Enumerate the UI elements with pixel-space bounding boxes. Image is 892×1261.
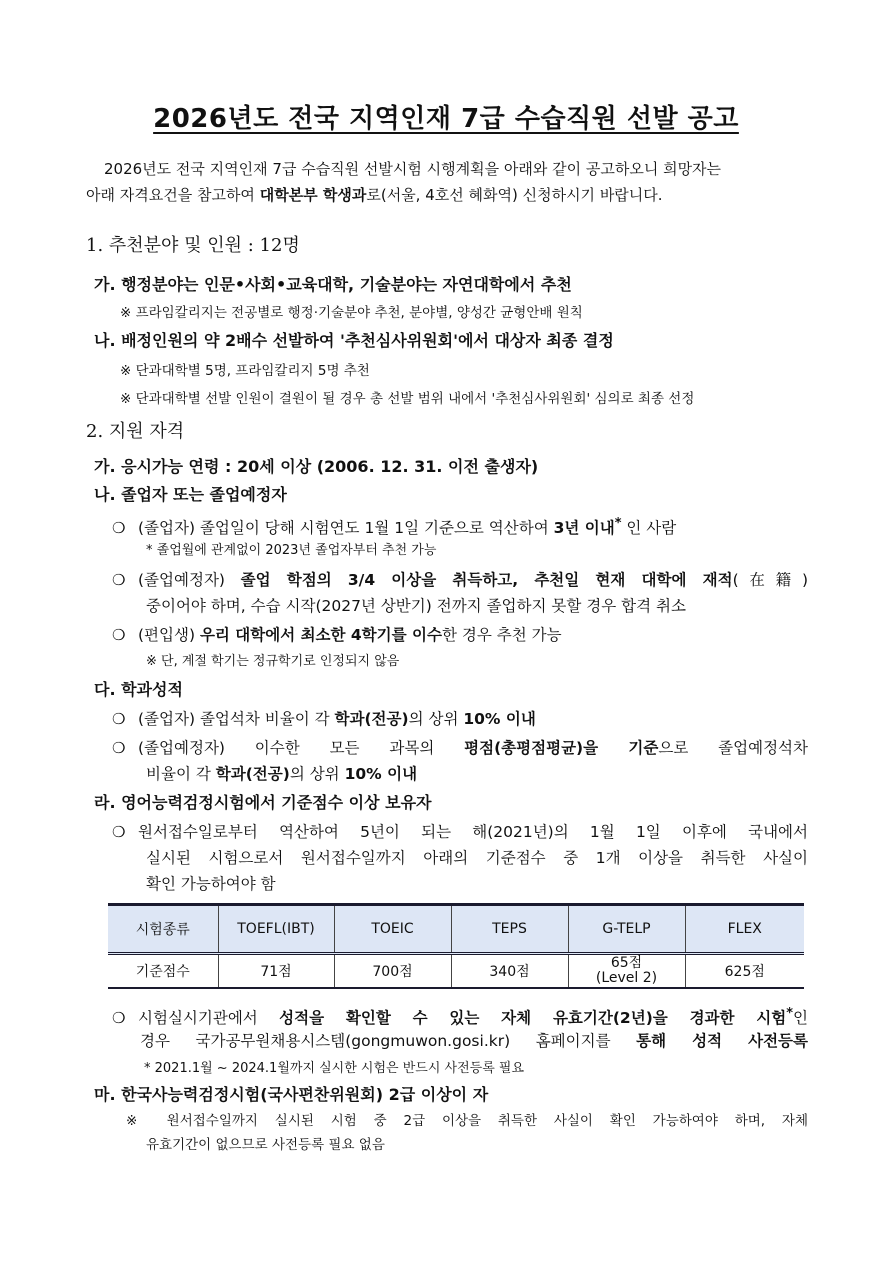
section-1-ga-note: ※ 프라임칼리지는 전공별로 행정·기술분야 추천, 분야별, 양성간 균형안배 원칙	[120, 305, 583, 321]
intro-department: 대학본부 학생과	[259, 186, 367, 204]
ra-item-text: 경우 국가공무원채용시스템(gongmuwon.gosi.kr) 홈페이지를	[140, 1032, 637, 1050]
bullet-circle-icon: ❍	[112, 739, 126, 757]
section-1-na-note-2: ※ 단과대학별 선발 인원이 결원이 될 경우 총 선발 범위 내에서 '추천심사위원회' 심의로 최종 선정	[120, 391, 695, 407]
da-item-emphasis: 학과(전공)	[215, 765, 290, 783]
section-1-na-text: 2배수 선발하여	[224, 331, 340, 350]
na-item-graduate-note: * 졸업월에 관계없이 2023년 졸업자부터 추천 가능	[146, 543, 437, 558]
ma-note	[126, 1110, 808, 1132]
na-item-graduate	[112, 513, 676, 539]
ra-item-text: 인	[793, 1009, 808, 1028]
bullet-circle-icon: ❍	[112, 1009, 126, 1028]
na-item-text: (졸업자) 졸업일이 당해 시험연도 1월 1일 기준으로 역산하여	[138, 519, 554, 538]
da-item-graduate	[112, 708, 536, 730]
da-item-emphasis: 10% 이내	[344, 765, 418, 783]
ra-item-emphasis: 통해 성적 사전등록	[636, 1032, 808, 1050]
footnote-mark: *	[786, 1006, 794, 1021]
intro-line-1: 2026년도 전국 지역인재 7급 수습직원 선발시험 시행계획을 아래와 같이 공고하오니 희망자는	[104, 160, 722, 178]
ra-item-validity-line-2	[140, 1030, 808, 1052]
table-cell-toeic: 700점	[334, 954, 451, 988]
na-item-expected	[112, 569, 808, 591]
da-item-emphasis: 10% 이내	[463, 710, 536, 728]
ra-item-validity	[112, 1003, 808, 1029]
section-2-heading: 2. 지원 자격	[86, 421, 185, 442]
table-header-cell: FLEX	[685, 905, 804, 954]
section-1-na-text: '추천심사위원회'에서 대상자 최종 결정	[340, 331, 614, 350]
gtelp-level: (Level 2)	[595, 969, 658, 986]
ra-item-text: 원서접수일로부터 역산하여 5년이 되는 해(2021년)의 1월 1일 이후에 국내에서	[138, 823, 808, 841]
english-score-table	[108, 903, 804, 989]
table-header-cell: G-TELP	[568, 905, 685, 954]
na-item-text: (졸업예정자)	[138, 571, 241, 589]
na-item-transfer-note: ※ 단, 계절 학기는 정규학기로 인정되지 않음	[146, 654, 400, 669]
na-item-text: 한 경우 추천 가능	[441, 626, 562, 644]
intro-line-2	[86, 184, 663, 206]
gtelp-score: 65점	[610, 954, 643, 971]
section-2-da: 다. 학과성적	[94, 680, 183, 699]
na-item-text: (편입생)	[138, 626, 200, 644]
da-item-expected	[112, 737, 808, 759]
intro-text: 아래 자격요건을 참고하여	[86, 186, 260, 204]
table-header-cell: TOEIC	[334, 905, 451, 954]
section-1-na-note-1: ※ 단과대학별 5명, 프라임칼리지 5명 추천	[120, 363, 370, 379]
ra-item-period	[112, 821, 808, 843]
section-2-ma: 마. 한국사능력검정시험(국사편찬위원회) 2급 이상이 자	[94, 1085, 489, 1104]
bullet-circle-icon: ❍	[112, 710, 126, 728]
bullet-circle-icon: ❍	[112, 571, 126, 589]
bullet-circle-icon: ❍	[112, 823, 126, 841]
section-2-ra: 라. 영어능력검정시험에서 기준점수 이상 보유자	[94, 793, 432, 812]
na-item-emphasis: 우리 대학에서 최소한 4학기를 이수	[199, 626, 442, 644]
ra-item-period-line-3: 확인 가능하여야 함	[146, 875, 276, 893]
ra-item-text: 실시된 시험으로서 원서접수일까지 아래의 기준점수 중 1개 이상을 취득한 사실이	[146, 849, 808, 867]
table-row	[108, 954, 804, 988]
section-2-na: 나. 졸업자 또는 졸업예정자	[94, 485, 287, 504]
page-title: 2026년도 전국 지역인재 7급 수습직원 선발 공고	[153, 104, 739, 134]
da-item-text: (졸업예정자) 이수한 모든 과목의	[138, 739, 465, 757]
da-item-text: 으로 졸업예정석차	[658, 739, 808, 757]
intro-text: 로(서울, 4호선 혜화역) 신청하시기 바랍니다.	[366, 186, 663, 204]
ma-note-text: ※ 원서접수일까지 실시된 시험 중 2급 이상을 취득한 사실이 확인 가능하여야 하며, 자체	[126, 1113, 808, 1129]
table-header-row	[108, 905, 804, 954]
section-1-na	[94, 330, 614, 352]
da-item-text: 의 상위	[408, 710, 464, 728]
table-header-cell: TOEFL(IBT)	[218, 905, 334, 954]
section-1-ga: 가. 행정분야는 인문•사회•교육대학, 기술분야는 자연대학에서 추천	[94, 275, 572, 294]
da-item-emphasis: 평점(총평점평균)을 기준	[464, 739, 659, 757]
da-item-text: 의 상위	[289, 765, 345, 783]
ra-item-emphasis: 성적을 확인할 수 있는 자체 유효기간(2년)을 경과한 시험	[279, 1009, 787, 1028]
na-item-text: 인 사람	[621, 519, 677, 538]
da-item-emphasis: 학과(전공)	[334, 710, 409, 728]
na-item-expected-line-2: 중이어야 하며, 수습 시작(2027년 상반기) 전까지 졸업하지 못할 경우 합격 취소	[146, 597, 686, 615]
footnote-mark: *	[614, 516, 622, 531]
na-item-text: (在籍)	[732, 571, 808, 589]
section-1-heading: 1. 추천분야 및 인원 : 12명	[86, 235, 300, 256]
table-cell-gtelp	[568, 954, 685, 988]
bullet-circle-icon: ❍	[112, 519, 126, 538]
ma-note-line-2: 유효기간이 없으므로 사전등록 필요 없음	[146, 1137, 385, 1153]
na-item-emphasis: 3년 이내	[553, 519, 615, 538]
da-item-text: 비율이 각	[146, 765, 216, 783]
da-item-expected-line-2	[146, 763, 417, 785]
da-item-text: (졸업자) 졸업석차 비율이 각	[138, 710, 335, 728]
ra-item-period-line-2	[146, 847, 808, 869]
table-cell-teps: 340점	[451, 954, 568, 988]
table-row-label: 기준점수	[108, 954, 218, 988]
table-cell-flex: 625점	[685, 954, 804, 988]
table-header-cell: 시험종류	[108, 905, 218, 954]
table-cell-toefl: 71점	[218, 954, 334, 988]
section-1-na-text: 나. 배정인원의 약	[94, 331, 225, 350]
section-2-ga: 가. 응시가능 연령 : 20세 이상 (2006. 12. 31. 이전 출생자)	[94, 457, 539, 476]
table-header-cell: TEPS	[451, 905, 568, 954]
ra-item-validity-note: * 2021.1월 ~ 2024.1월까지 실시한 시험은 반드시 사전등록 필요	[144, 1061, 525, 1076]
na-item-emphasis: 졸업 학점의 3/4 이상을 취득하고, 추천일 현재 대학에 재적	[240, 571, 733, 589]
na-item-transfer	[112, 624, 562, 646]
ra-item-text: 시험실시기관에서	[138, 1009, 280, 1028]
bullet-circle-icon: ❍	[112, 626, 126, 644]
